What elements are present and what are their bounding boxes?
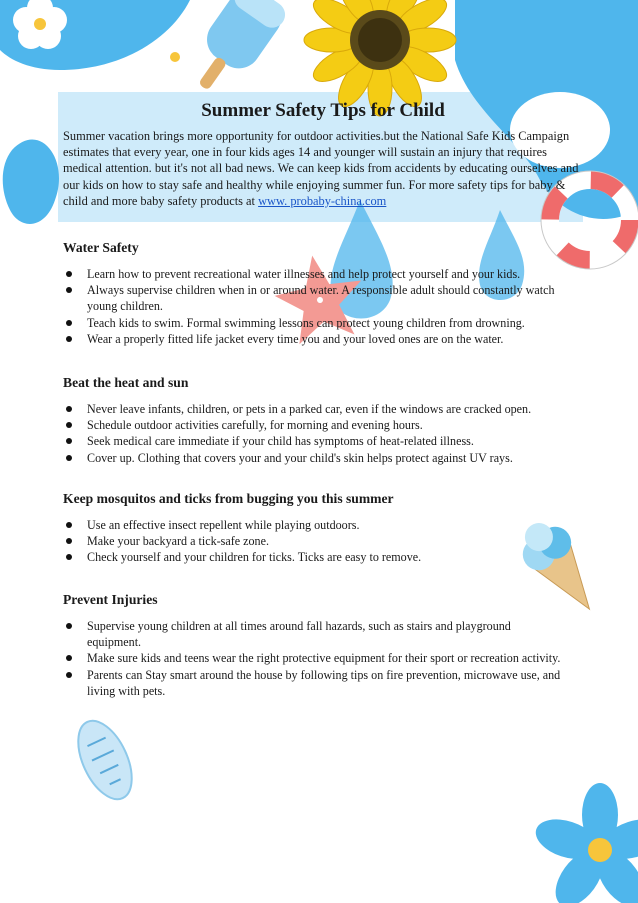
section-water-safety [63,240,563,347]
section-beat-the-heat [63,375,563,466]
section-mosquitos-ticks [63,491,563,566]
bullet-list [63,401,563,466]
bullet-list [63,517,563,566]
list-item: Make sure kids and teens wear the right protective equipment for their sport or recreation activity. [63,650,563,666]
bullet-list [63,266,563,347]
flower-top-mid-icon [154,34,196,76]
list-item: Always supervise children when in or around water. A responsible adult should constantly watch young children. [63,282,563,314]
bullet-list [63,618,563,699]
list-item: Wear a properly fitted life jacket every time you and your loved ones are on the water. [63,331,563,347]
section-heading: Water Safety [63,240,139,255]
document-body [63,100,583,209]
list-item: Teach kids to swim. Formal swimming lessons can protect young children from drowning. [63,315,563,331]
list-item: Use an effective insect repellent while playing outdoors. [63,517,563,533]
intro-paragraph [63,128,583,209]
section-prevent-injuries [63,592,563,699]
list-item: Check yourself and your children for ticks. Ticks are easy to remove. [63,549,563,565]
list-item: Supervise young children at all times around fall hazards, such as stairs and playground equipment. [63,618,563,650]
section-heading: Keep mosquitos and ticks from bugging you this summer [63,491,394,506]
intro-text: Summer vacation brings more opportunity for outdoor activities.but the National Safe Kids Campaign estimates that every year, one in four kids ages 14 and younger will sustain an injury that requires medical attention. but it's not all bad news. We can keep kids from accidents by educating ourselves and our kids on how to stay safe and healthy while enjoying summer fun. For more safety tips for baby & child and more baby safety products at [63,129,579,208]
list-item: Never leave infants, children, or pets in a parked car, even if the windows are cracked open. [63,401,563,417]
list-item: Learn how to prevent recreational water illnesses and help protect yourself and your kids. [63,266,563,282]
list-item: Seek medical care immediate if your child has symptoms of heat-related illness. [63,433,563,449]
probaby-link[interactable]: www. probaby-china.com [258,193,387,208]
page-title: Summer Safety Tips for Child [201,100,445,121]
blue-flower-bottom-right-icon [531,783,638,903]
list-item: Parents can Stay smart around the house by following tips on fire prevention, microwave use, and living with pets. [63,667,563,699]
popsicle-icon [180,0,290,103]
section-heading: Prevent Injuries [63,592,158,607]
section-heading: Beat the heat and sun [63,375,189,390]
list-item: Cover up. Clothing that covers your and your child's skin helps protect against UV rays. [63,450,563,466]
blue-drop-left [3,140,59,224]
shell-icon [67,713,142,808]
list-item: Make your backyard a tick-safe zone. [63,533,563,549]
list-item: Schedule outdoor activities carefully, for morning and evening hours. [63,417,563,433]
